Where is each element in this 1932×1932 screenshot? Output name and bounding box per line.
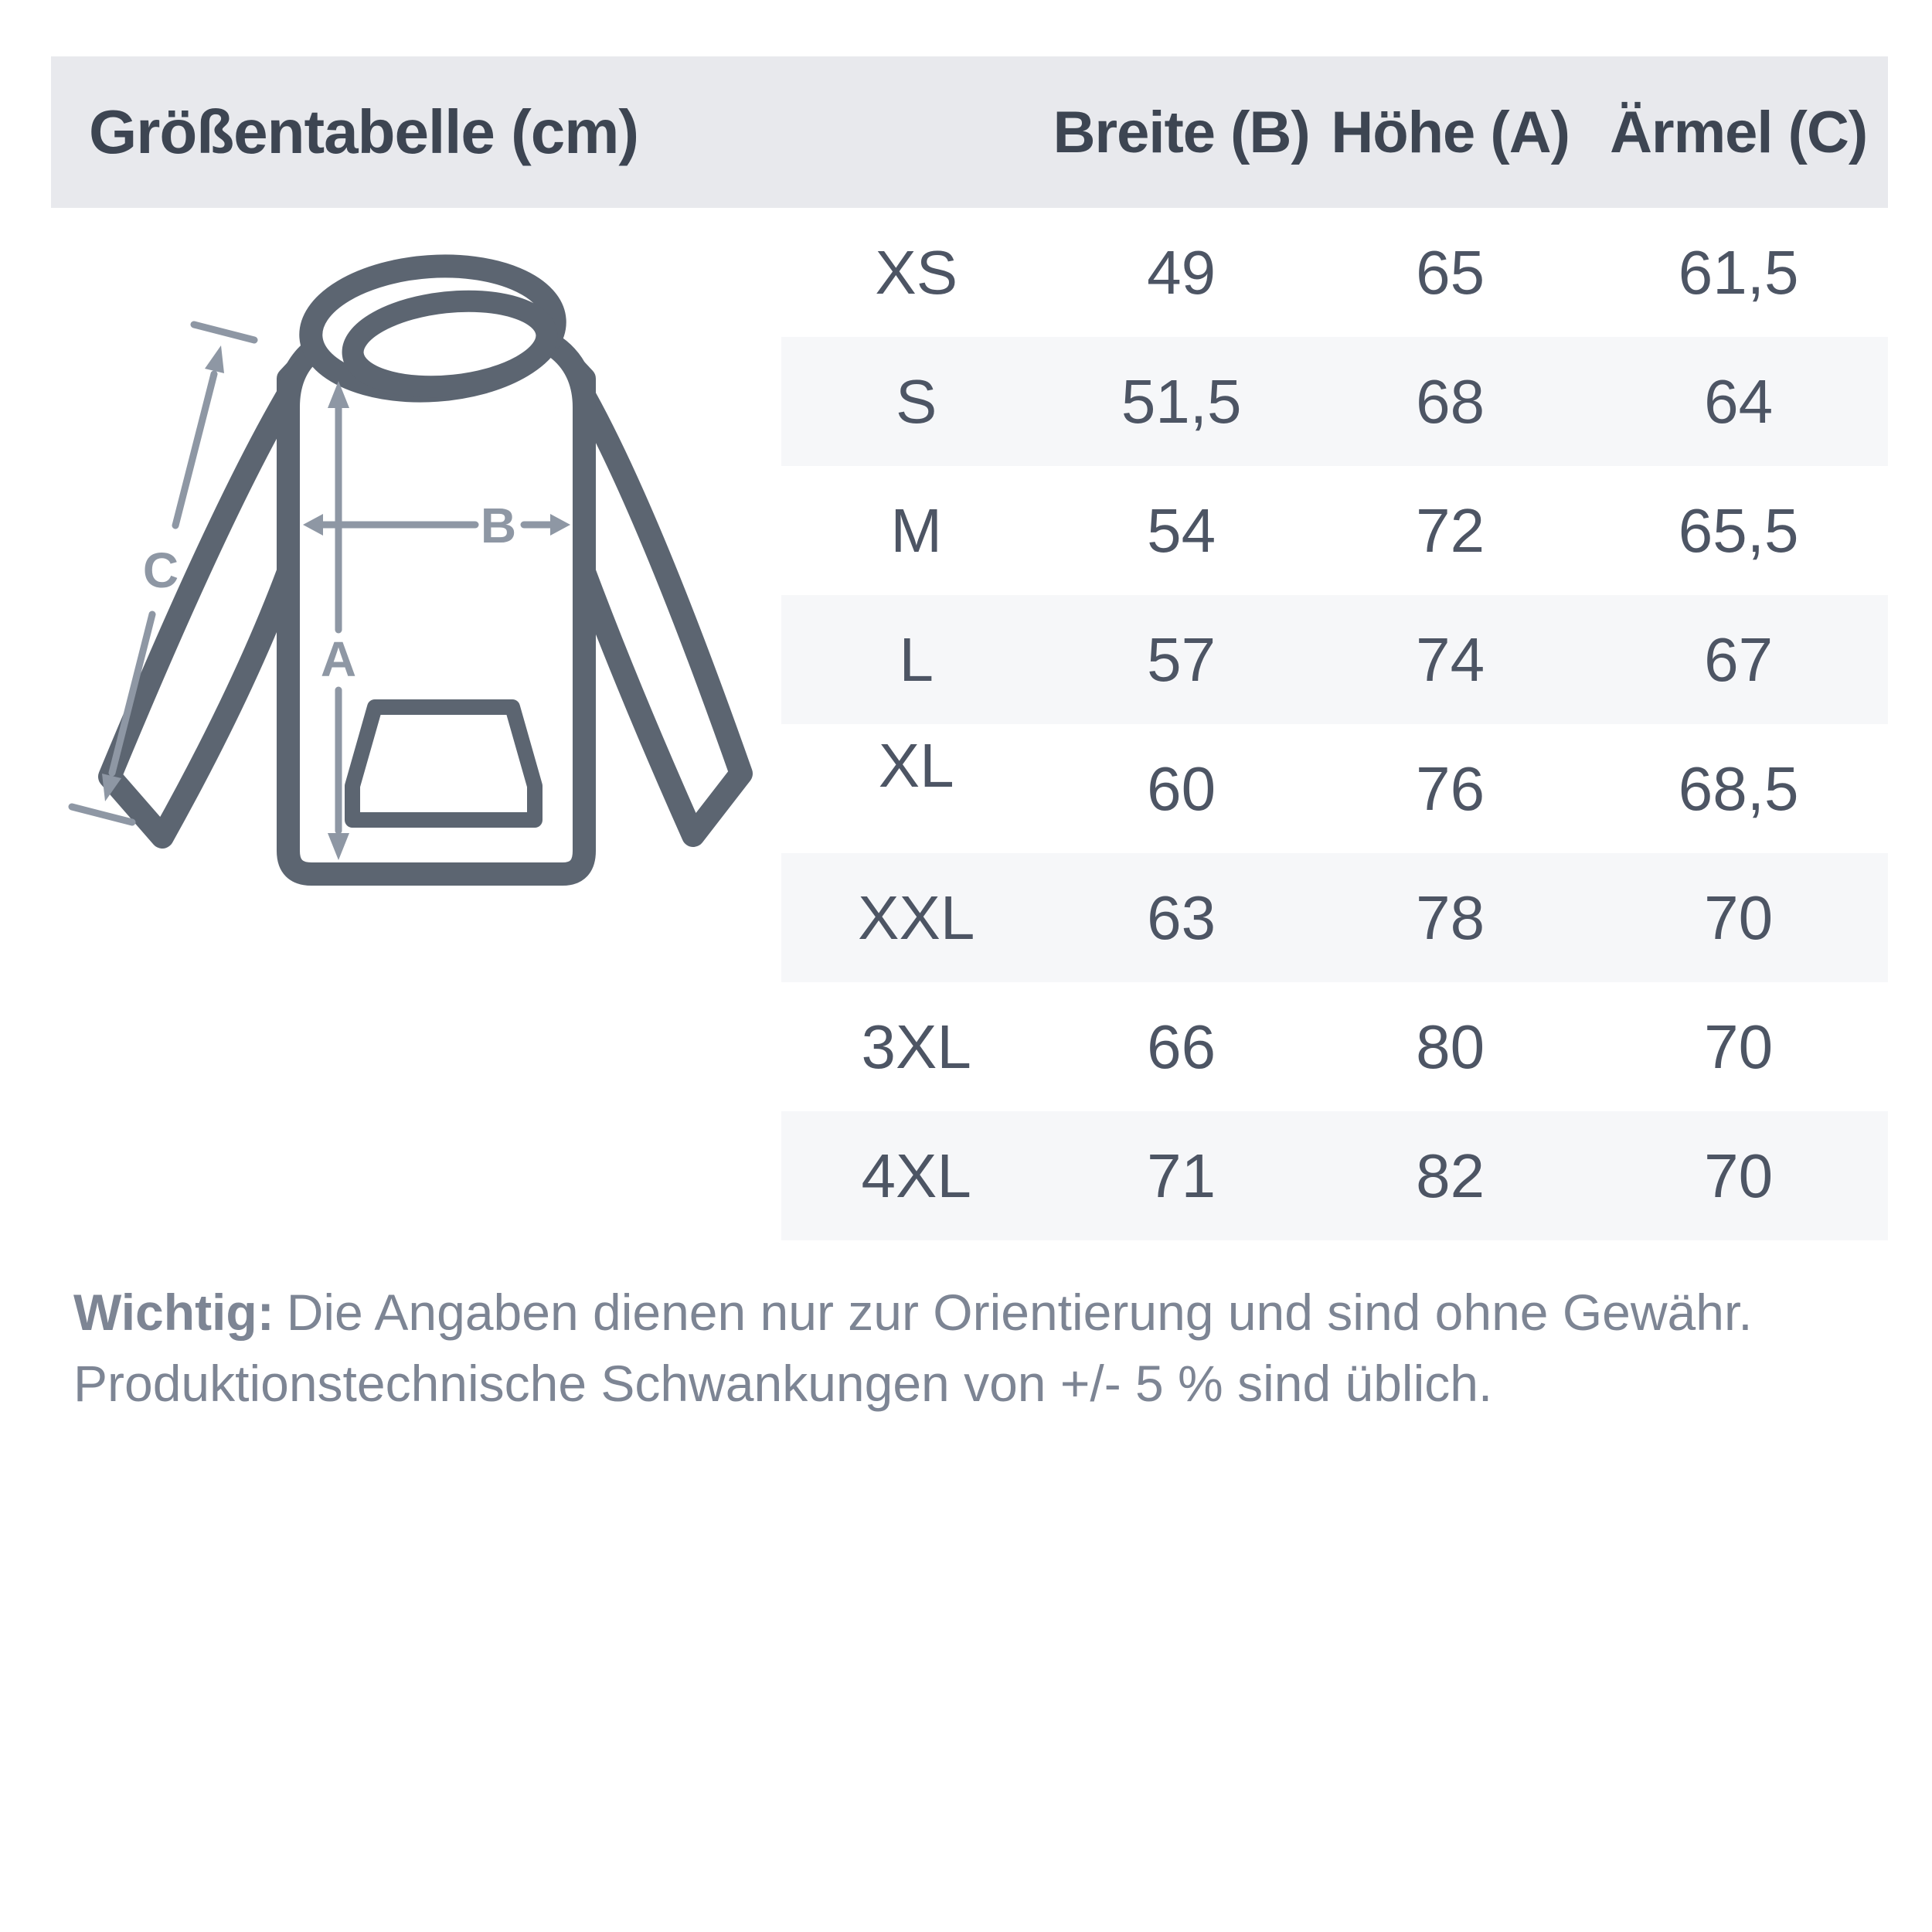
breite-cell: 63: [1147, 883, 1216, 952]
aermel-cell: 65,5: [1678, 495, 1799, 565]
aermel-cell: 67: [1704, 624, 1774, 694]
breite-cell: 66: [1147, 1012, 1216, 1081]
size-cell: XL: [878, 730, 954, 800]
breite-cell: 57: [1147, 624, 1216, 694]
size-cell: S: [896, 366, 937, 436]
size-row-s: [781, 337, 1888, 466]
size-row-m: [781, 466, 1888, 595]
size-cell: 3XL: [861, 1012, 971, 1081]
sleeve-arrow-top-tick: [194, 325, 254, 340]
disclaimer-text-1: Die Angaben dienen nur zur Orientierung und sind ohne Gewähr.: [286, 1284, 1753, 1341]
table-header-bar: [51, 56, 1888, 208]
disclaimer-note: [73, 1277, 1753, 1419]
hoehe-cell: 76: [1416, 753, 1485, 823]
aermel-cell: 70: [1704, 883, 1774, 952]
hoehe-cell: 82: [1416, 1141, 1485, 1210]
disclaimer-line-1: [73, 1277, 1753, 1348]
width-column-header: Breite (B): [1053, 99, 1310, 165]
disclaimer-line-2: [73, 1348, 1753, 1419]
breite-cell: 60: [1147, 753, 1216, 823]
pocket-outline: [352, 707, 535, 820]
size-row-4xl: [781, 1111, 1888, 1240]
size-row-xl: [781, 724, 1888, 853]
breite-cell: 71: [1147, 1141, 1216, 1210]
aermel-cell: 70: [1704, 1012, 1774, 1081]
aermel-cell: 64: [1704, 366, 1774, 436]
page-title: Größentabelle (cm): [89, 97, 639, 166]
breite-cell: 49: [1147, 237, 1216, 307]
sleeve-label: C: [142, 543, 179, 598]
hoehe-cell: 68: [1416, 366, 1485, 436]
sleeve-column-header: Ärmel (C): [1610, 99, 1868, 165]
height-label: A: [320, 631, 357, 687]
size-cell: M: [890, 495, 943, 565]
hoehe-cell: 72: [1416, 495, 1485, 565]
hoehe-cell: 65: [1416, 237, 1485, 307]
size-cell: XS: [875, 237, 958, 307]
disclaimer-label: Wichtig:: [73, 1284, 274, 1341]
breite-cell: 54: [1147, 495, 1216, 565]
column-headers: [781, 56, 1888, 208]
size-row-xs: [781, 208, 1888, 337]
hoehe-cell: 78: [1416, 883, 1485, 952]
size-column-header: [781, 56, 1051, 208]
size-row-xxl: [781, 853, 1888, 982]
hoehe-cell: 74: [1416, 624, 1485, 694]
disclaimer-text-2: Produktionstechnische Schwankungen von +/- 5 % sind üblich.: [73, 1355, 1493, 1412]
size-cell: L: [899, 624, 934, 694]
aermel-cell: 61,5: [1678, 237, 1799, 307]
hoehe-cell: 80: [1416, 1012, 1485, 1081]
width-label: B: [480, 498, 517, 553]
size-cell: 4XL: [861, 1141, 971, 1210]
height-column-header: Höhe (A): [1331, 99, 1570, 165]
hoodie-measurement-diagram: [54, 213, 788, 893]
size-row-3xl: [781, 982, 1888, 1111]
breite-cell: 51,5: [1121, 366, 1242, 436]
size-cell: XXL: [858, 883, 975, 952]
aermel-cell: 68,5: [1678, 753, 1799, 823]
aermel-cell: 70: [1704, 1141, 1774, 1210]
size-table: [781, 208, 1888, 1240]
